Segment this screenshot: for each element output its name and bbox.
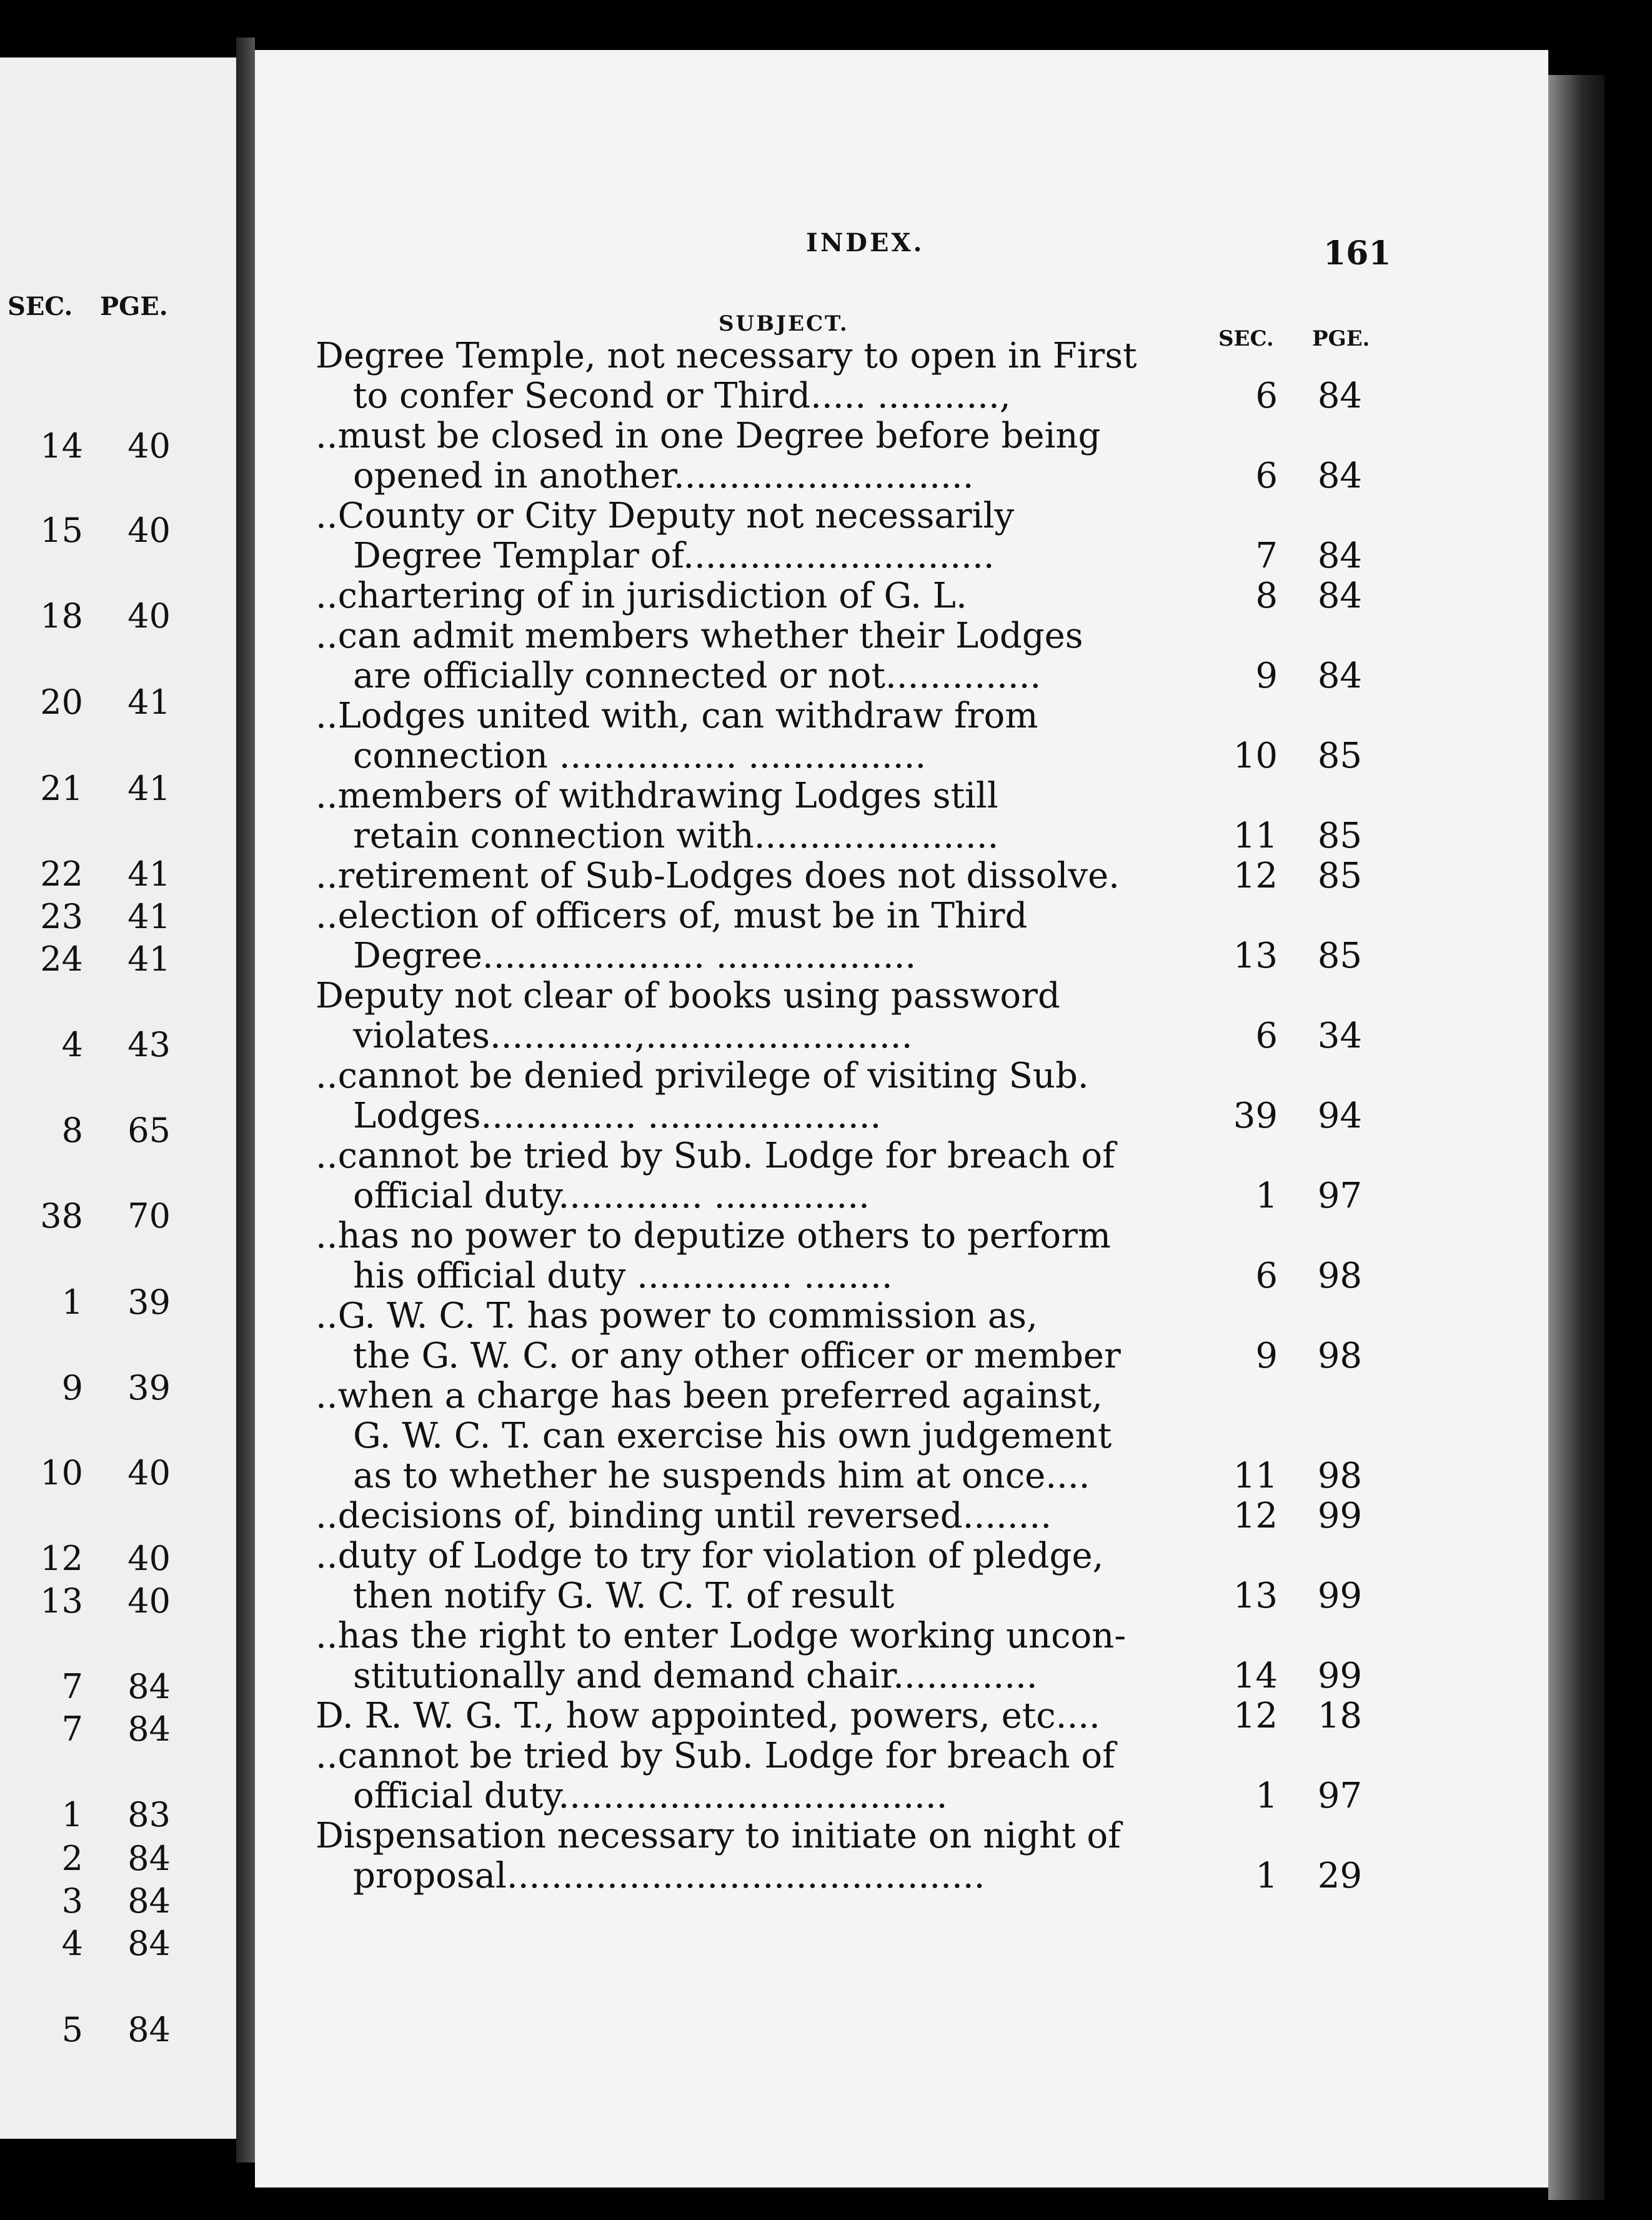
- index-entry: [316, 1296, 1415, 1376]
- entry-subject: ..duty of Lodge to try for violation of pledge,: [316, 1536, 1104, 1576]
- entry-subject-continuation: retain connection with......................: [353, 816, 999, 856]
- previous-page-header: [0, 292, 236, 329]
- entry-subject: ..retirement of Sub-Lodges does not dissolve.: [316, 856, 1120, 896]
- entry-pge: 99: [1317, 1656, 1362, 1696]
- entry-subject: ..must be closed in one Degree before being: [316, 416, 1101, 456]
- entry-subject: ..cannot be tried by Sub. Lodge for breach of: [316, 1736, 1115, 1776]
- entry-sec: 7: [1255, 536, 1278, 576]
- entry-sec: 12: [1233, 856, 1278, 896]
- previous-row-pge: 41: [127, 897, 171, 936]
- entry-subject: ..decisions of, binding until reversed........: [316, 1496, 1052, 1536]
- entry-subject: Dispensation necessary to initiate on night of: [316, 1816, 1121, 1856]
- previous-row-pge: 83: [127, 1795, 171, 1834]
- entry-subject: ..when a charge has been preferred against,: [316, 1376, 1103, 1416]
- entry-sec: 6: [1255, 1016, 1278, 1056]
- index-entry: [316, 1736, 1415, 1816]
- index-entry: [316, 696, 1415, 776]
- previous-row-pge: 39: [127, 1282, 171, 1322]
- index-entry: [316, 1696, 1415, 1736]
- entry-pge: 85: [1317, 856, 1362, 896]
- index-entry: [316, 856, 1415, 896]
- entry-subject-continuation: violates.............,........................: [353, 1016, 913, 1056]
- previous-row-sec: 10: [40, 1453, 83, 1492]
- index-entry: [316, 1376, 1415, 1496]
- previous-row-pge: 84: [127, 1839, 171, 1878]
- entry-subject: ..has the right to enter Lodge working uncon-: [316, 1616, 1127, 1656]
- entry-sec: 11: [1233, 816, 1278, 856]
- previous-row-sec: 7: [61, 1709, 83, 1749]
- previous-row-pge: 43: [127, 1025, 171, 1064]
- entry-subject: ..G. W. C. T. has power to commission as,: [316, 1296, 1038, 1336]
- previous-row-pge: 40: [127, 596, 171, 636]
- index-entry: [316, 1536, 1415, 1616]
- entry-subject-continuation: G. W. C. T. can exercise his own judgement: [353, 1416, 1112, 1456]
- entry-sec: 11: [1233, 1456, 1278, 1496]
- previous-row-sec: 13: [40, 1581, 83, 1621]
- previous-row-sec: 20: [40, 682, 83, 722]
- previous-row-pge: 40: [127, 511, 171, 550]
- previous-row-sec: 12: [40, 1539, 83, 1578]
- previous-row-sec: 14: [40, 426, 83, 466]
- entry-sec: 6: [1255, 376, 1278, 416]
- entry-subject-continuation: the G. W. C. or any other officer or member: [353, 1336, 1121, 1376]
- entry-sec: 6: [1255, 1256, 1278, 1296]
- index-entry: [316, 1816, 1415, 1896]
- previous-page-strip: [0, 58, 237, 2139]
- index-entry: [316, 1616, 1415, 1696]
- entry-subject: ..has no power to deputize others to perform: [316, 1216, 1111, 1256]
- entry-pge: 99: [1317, 1576, 1362, 1616]
- entry-subject-continuation: to confer Second or Third..... ...........,: [353, 376, 1011, 416]
- previous-row-pge: 41: [127, 854, 171, 894]
- entry-subject: ..members of withdrawing Lodges still: [316, 776, 998, 816]
- index-entry: [316, 616, 1415, 696]
- index-entry: [316, 1136, 1415, 1216]
- entry-pge: 98: [1317, 1456, 1362, 1496]
- entry-subject: ..Lodges united with, can withdraw from: [316, 696, 1038, 736]
- entry-pge: 84: [1317, 536, 1362, 576]
- entry-sec: 13: [1233, 936, 1278, 976]
- entry-sec: 10: [1233, 736, 1278, 776]
- subject-column-label: SUBJECT.: [719, 311, 849, 336]
- index-entry: [316, 1216, 1415, 1296]
- entry-subject-continuation: opened in another...........................: [353, 456, 974, 496]
- entry-sec: 1: [1255, 1176, 1278, 1216]
- entry-sec: 6: [1255, 456, 1278, 496]
- previous-row-sec: 15: [40, 511, 83, 550]
- entry-subject-continuation: his official duty .............. ........: [353, 1256, 893, 1296]
- entry-pge: 84: [1317, 376, 1362, 416]
- pge-column-label: PGE.: [1312, 326, 1370, 351]
- previous-row-sec: 22: [40, 854, 83, 894]
- entry-pge: 94: [1317, 1096, 1362, 1136]
- entry-subject: D. R. W. G. T., how appointed, powers, etc....: [316, 1696, 1100, 1736]
- entry-sec: 14: [1233, 1656, 1278, 1696]
- entry-pge: 29: [1317, 1856, 1362, 1896]
- page-edge-shadow: [1548, 75, 1605, 2200]
- previous-row-pge: 40: [127, 1453, 171, 1492]
- entry-subject: ..chartering of in jurisdiction of G. L.: [316, 576, 967, 616]
- previous-row-pge: 40: [127, 426, 171, 466]
- previous-sec-label: SEC.: [7, 292, 73, 321]
- index-entry: [316, 1056, 1415, 1136]
- index-entry: [316, 976, 1415, 1056]
- previous-row-sec: 18: [40, 596, 83, 636]
- entry-pge: 98: [1317, 1336, 1362, 1376]
- entry-pge: 85: [1317, 816, 1362, 856]
- entry-sec: 39: [1233, 1096, 1278, 1136]
- entry-pge: 84: [1317, 456, 1362, 496]
- entry-subject-continuation: official duty............. ..............: [353, 1176, 870, 1216]
- entry-subject: ..can admit members whether their Lodges: [316, 616, 1083, 656]
- entry-pge: 84: [1317, 576, 1362, 616]
- index-entry: [316, 1496, 1415, 1536]
- entry-subject: ..election of officers of, must be in Third: [316, 896, 1028, 936]
- previous-row-sec: 23: [40, 897, 83, 936]
- previous-row-pge: 84: [127, 2010, 171, 2049]
- entry-pge: 97: [1317, 1776, 1362, 1816]
- page-title: INDEX.: [806, 228, 925, 258]
- entry-subject: Degree Temple, not necessary to open in First: [316, 336, 1137, 376]
- previous-row-pge: 41: [127, 769, 171, 808]
- previous-row-sec: 1: [61, 1282, 83, 1322]
- entry-sec: 9: [1255, 656, 1278, 696]
- entry-pge: 99: [1317, 1496, 1362, 1536]
- entry-sec: 1: [1255, 1856, 1278, 1896]
- page-number: 161: [1323, 234, 1391, 272]
- previous-row-pge: 84: [127, 1667, 171, 1706]
- entry-subject-continuation: are officially connected or not..............: [353, 656, 1042, 696]
- previous-row-pge: 65: [127, 1111, 171, 1150]
- entry-subject-continuation: Degree Templar of............................: [353, 536, 995, 576]
- previous-row-pge: 70: [127, 1196, 171, 1236]
- book-gutter: [236, 38, 255, 2162]
- previous-row-sec: 2: [61, 1839, 83, 1878]
- entry-sec: 1: [1255, 1776, 1278, 1816]
- previous-row-pge: 41: [127, 682, 171, 722]
- previous-row-pge: 40: [127, 1581, 171, 1621]
- entry-subject: Deputy not clear of books using password: [316, 976, 1060, 1016]
- previous-row-sec: 24: [40, 939, 83, 979]
- previous-row-pge: 41: [127, 939, 171, 979]
- entry-subject-continuation: as to whether he suspends him at once....: [353, 1456, 1090, 1496]
- previous-row-pge: 39: [127, 1368, 171, 1408]
- index-entry: [316, 496, 1415, 576]
- index-entry: [316, 896, 1415, 976]
- previous-row-sec: 8: [61, 1111, 83, 1150]
- index-entries: [316, 336, 1415, 1896]
- previous-row-sec: 4: [61, 1025, 83, 1064]
- entry-pge: 85: [1317, 936, 1362, 976]
- previous-row-sec: 1: [61, 1795, 83, 1834]
- previous-row-pge: 84: [127, 1709, 171, 1749]
- entry-sec: 12: [1233, 1496, 1278, 1536]
- entry-subject-continuation: stitutionally and demand chair.............: [353, 1656, 1038, 1696]
- entry-sec: 9: [1255, 1336, 1278, 1376]
- entry-sec: 13: [1233, 1576, 1278, 1616]
- entry-subject-continuation: official duty...................................: [353, 1776, 948, 1816]
- previous-row-pge: 84: [127, 1924, 171, 1963]
- entry-subject-continuation: Degree.................... ..................: [353, 936, 917, 976]
- index-entry: [316, 776, 1415, 856]
- previous-row-sec: 4: [61, 1924, 83, 1963]
- entry-subject-continuation: Lodges.............. .....................: [353, 1096, 882, 1136]
- entry-pge: 98: [1317, 1256, 1362, 1296]
- entry-pge: 18: [1317, 1696, 1362, 1736]
- entry-pge: 85: [1317, 736, 1362, 776]
- entry-sec: 12: [1233, 1696, 1278, 1736]
- entry-pge: 34: [1317, 1016, 1362, 1056]
- index-entry: [316, 336, 1415, 416]
- previous-row-sec: 3: [61, 1881, 83, 1921]
- previous-row-sec: 9: [61, 1368, 83, 1408]
- entry-subject-continuation: connection ................ ................: [353, 736, 927, 776]
- entry-pge: 84: [1317, 656, 1362, 696]
- previous-row-sec: 21: [40, 769, 83, 808]
- entry-subject: ..cannot be denied privilege of visiting Sub.: [316, 1056, 1089, 1096]
- entry-subject: ..County or City Deputy not necessarily: [316, 496, 1015, 536]
- entry-subject-continuation: then notify G. W. C. T. of result: [353, 1576, 895, 1616]
- entry-sec: 8: [1255, 576, 1278, 616]
- previous-row-sec: 38: [40, 1196, 83, 1236]
- previous-row-sec: 7: [61, 1667, 83, 1706]
- previous-row-pge: 84: [127, 1881, 171, 1921]
- entry-pge: 97: [1317, 1176, 1362, 1216]
- entry-subject-continuation: proposal...........................................: [353, 1856, 985, 1896]
- previous-pge-label: PGE.: [100, 292, 168, 321]
- index-entry: [316, 576, 1415, 616]
- sec-column-label: SEC.: [1218, 326, 1274, 351]
- entry-subject: ..cannot be tried by Sub. Lodge for breach of: [316, 1136, 1115, 1176]
- previous-row-pge: 40: [127, 1539, 171, 1578]
- index-entry: [316, 416, 1415, 496]
- previous-row-sec: 5: [61, 2010, 83, 2049]
